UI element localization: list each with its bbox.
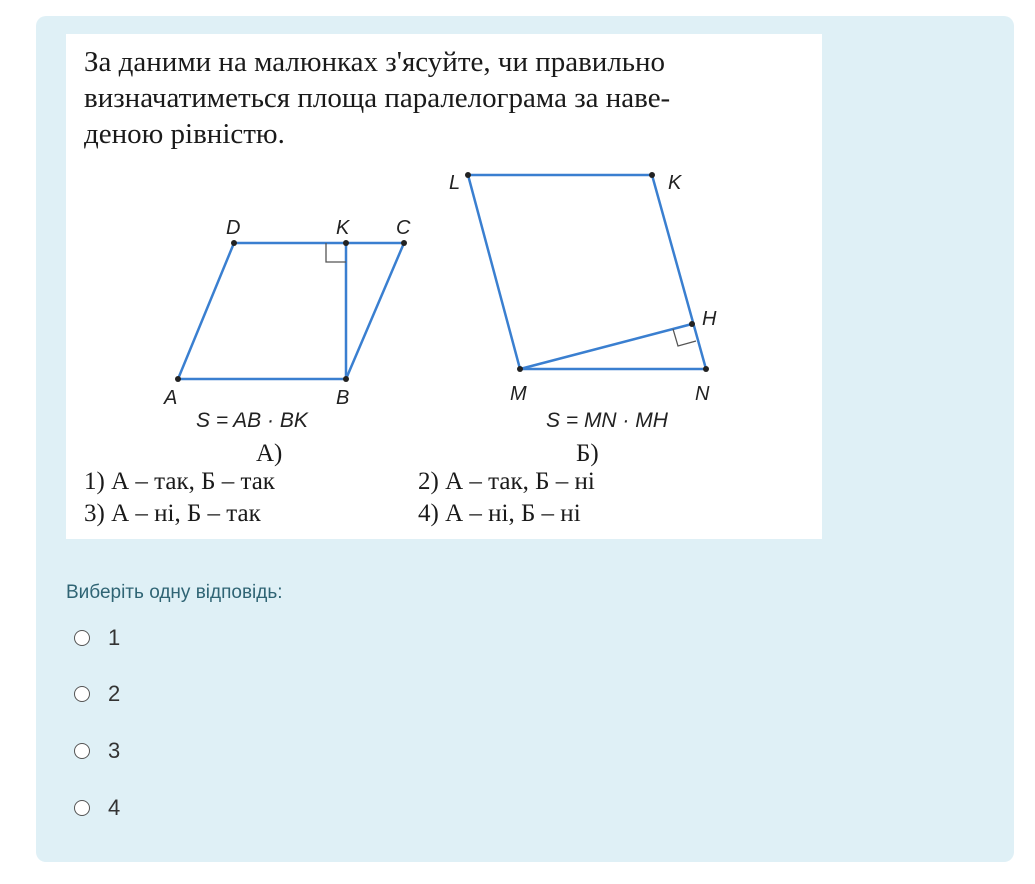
choice-2: 2) А – так, Б – ні xyxy=(418,468,595,495)
parallelogram-abcd xyxy=(178,243,404,379)
formula-b: S = MN · MH xyxy=(546,409,668,432)
figure-a xyxy=(178,243,404,379)
parallelogram-lknm xyxy=(468,175,706,369)
formula-a: S = AB · BK xyxy=(196,409,308,432)
answer-prompt: Виберіть одну відповідь: xyxy=(66,582,283,603)
task-line-2: визначатиметься площа паралелограма за наве- xyxy=(84,82,671,114)
answer-option-1[interactable] xyxy=(74,623,120,653)
height-mh xyxy=(520,324,692,369)
right-angle-mark-k xyxy=(326,243,346,262)
vertex-h: H xyxy=(702,308,717,330)
radio-button-icon[interactable] xyxy=(74,630,90,646)
vertex-k: K xyxy=(336,217,350,239)
radio-button-icon[interactable] xyxy=(74,800,90,816)
radio-button-icon[interactable] xyxy=(74,743,90,759)
choice-3: 3) А – ні, Б – так xyxy=(84,500,261,527)
answer-option-4[interactable] xyxy=(74,793,120,823)
vertex-a: A xyxy=(164,387,178,409)
answer-option-label: 2 xyxy=(108,681,121,706)
task-line-3: деною рівністю. xyxy=(84,118,285,150)
geometry-figures xyxy=(66,34,822,539)
vertex-m: M xyxy=(510,383,527,405)
vertex-d: D xyxy=(226,217,241,239)
vertex-k-b: K xyxy=(668,172,682,194)
vertex-n: N xyxy=(695,383,710,405)
vertex-l: L xyxy=(449,172,461,194)
figure-b-label: Б) xyxy=(576,440,599,467)
answer-option-label: 4 xyxy=(108,795,121,820)
choice-4: 4) А – ні, Б – ні xyxy=(418,500,581,527)
task-line-1: За даними на малюнках з'ясуйте, чи правильно xyxy=(84,46,666,78)
choice-1: 1) А – так, Б – так xyxy=(84,468,275,495)
figure-a-label: А) xyxy=(256,440,283,467)
vertex-b: B xyxy=(336,387,350,409)
radio-button-icon[interactable] xyxy=(74,686,90,702)
right-angle-mark-h xyxy=(673,329,696,346)
figure-a-points xyxy=(175,240,407,382)
answer-option-2[interactable] xyxy=(74,679,120,709)
vertex-c: C xyxy=(396,217,411,239)
answer-option-3[interactable] xyxy=(74,736,120,766)
figure-b-points xyxy=(465,172,709,372)
answer-option-label: 1 xyxy=(108,625,121,650)
figure-b xyxy=(468,175,706,369)
answer-option-label: 3 xyxy=(108,738,121,763)
